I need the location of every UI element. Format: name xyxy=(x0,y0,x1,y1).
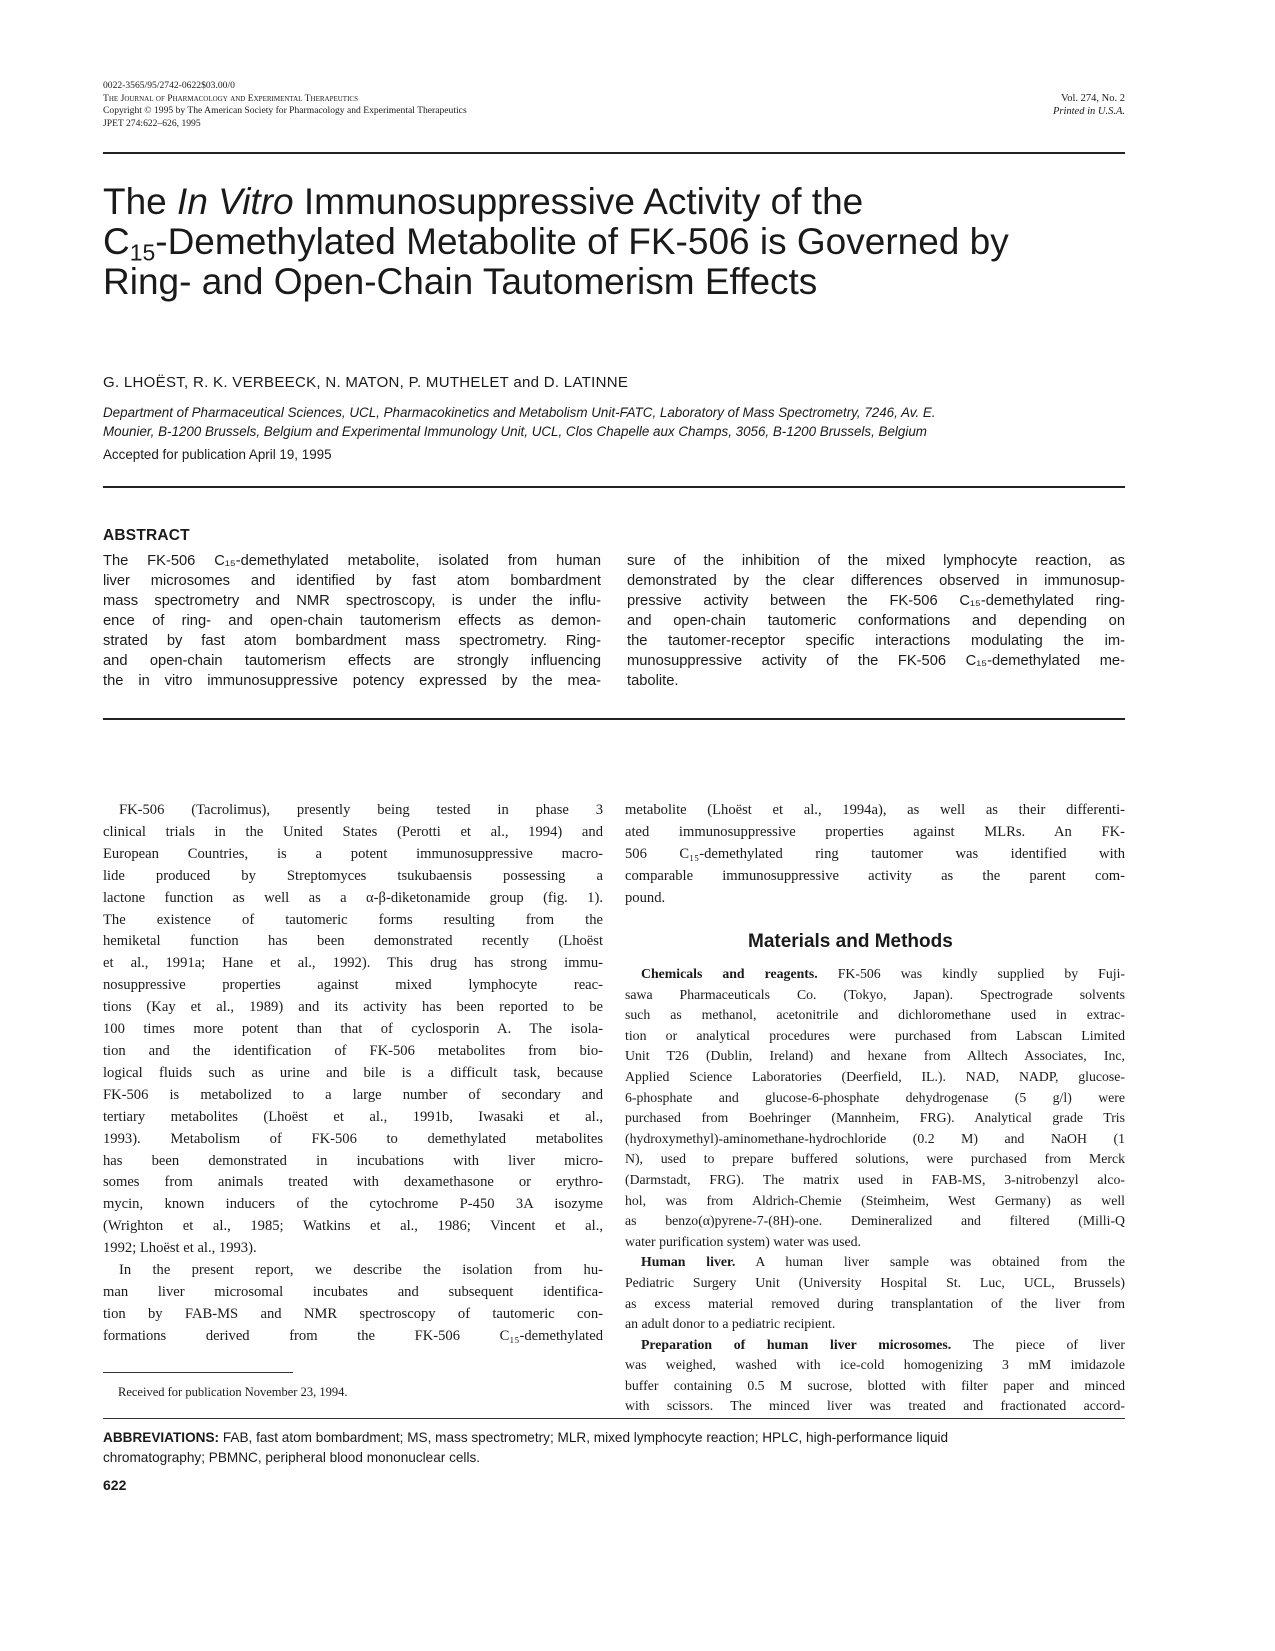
abstract-left-column xyxy=(103,551,601,691)
printed-in: Printed in U.S.A. xyxy=(1052,105,1125,117)
abbreviations-block xyxy=(103,1428,1125,1468)
body-line: FK-506 (Tacrolimus), presently being tested in phase 3 xyxy=(119,802,603,818)
body-line xyxy=(625,1252,1125,1273)
body-line xyxy=(625,964,1125,985)
body-line: The existence of tautomeric forms resulting from the xyxy=(103,911,603,928)
abbreviations-label: ABBREVIATIONS: xyxy=(103,1430,220,1445)
body-line: lactone function as well as a α-β-diketonamide group (fig. 1). xyxy=(103,889,603,906)
abstract-line: tabolite. xyxy=(627,673,679,689)
body-right-column-intro xyxy=(625,800,1125,910)
body-line: logical fluids such as urine and bile is a difficult task, because xyxy=(103,1064,603,1081)
body-line: mycin, known inducers of the cytochrome P-450 3A isozyme xyxy=(103,1196,603,1213)
body-line: with scissors. The minced liver was treated and fractionated accord- xyxy=(625,1398,1125,1414)
body-line: sawa Pharmaceuticals Co. (Tokyo, Japan). Spectrograde solvents xyxy=(625,986,1125,1002)
body-line: has been demonstrated in incubations with liver micro- xyxy=(103,1152,603,1169)
received-footnote: Received for publication November 23, 1994. xyxy=(118,1385,348,1399)
body-line: clinical trials in the United States (Perotti et al., 1994) and xyxy=(103,823,603,840)
body-line: hol, was from Aldrich-Chemie (Steimheim, West Germany) as well xyxy=(625,1192,1125,1208)
abstract-line: strated by fast atom bombardment mass spectrometry. Ring- xyxy=(103,633,601,649)
body-line: 1992; Lhoëst et al., 1993). xyxy=(103,1240,257,1257)
affiliation-line: Department of Pharmaceutical Sciences, UCL, Pharmacokinetics and Metabolism Unit-FATC, Laboratory of Mass Spectrometry, 7246, Av. E. xyxy=(103,405,936,420)
author-list: G. LHOËST, R. K. VERBEECK, N. MATON, P. MUTHELET and D. LATINNE xyxy=(103,374,629,391)
body-line: Pediatric Surgery Unit (University Hospital St. Luc, UCL, Brussels) xyxy=(625,1274,1125,1290)
volume-number: Vol. 274, No. 2 xyxy=(1061,93,1125,104)
abstract-line: and open-chain tautomeric conformations and depending on xyxy=(627,613,1125,629)
body-line: such as methanol, acetonitrile and dichloromethane used in extrac- xyxy=(625,1007,1125,1023)
title-subscript: 15 xyxy=(129,239,156,266)
body-line: (Darmstadt, FRG). The matrix used in FAB-MS, 3-nitrobenzyl alco- xyxy=(625,1171,1125,1187)
body-line: metabolite (Lhoëst et al., 1994a), as well as their differenti- xyxy=(625,802,1125,818)
body-line: as benzo(α)pyrene-7-(8H)-one. Demineralized and filtered (Milli-Q xyxy=(625,1213,1125,1229)
body-line: as excess material removed during transplantation of the liver from xyxy=(625,1295,1125,1311)
body-line: purchased from Boehringer (Mannheim, FRG). Analytical grade Tris xyxy=(625,1110,1125,1126)
abstract-line: and open-chain tautomerism effects are strongly influencing xyxy=(103,653,601,669)
abstract-line: munosuppressive activity of the FK-506 C₁₅-demethylated me- xyxy=(627,653,1125,669)
body-line: European Countries, is a potent immunosuppressive macro- xyxy=(103,845,603,862)
body-line: an adult donor to a pediatric recipient. xyxy=(625,1316,836,1332)
body-line: Unit T26 (Dublin, Ireland) and hexane from Alltech Associates, Inc, xyxy=(625,1048,1125,1064)
abstract-line: the in vitro immunosuppressive potency expressed by the mea- xyxy=(103,673,601,689)
title-part: C xyxy=(103,221,130,262)
abbreviations-text: FAB, fast atom bombardment; MS, mass spectrometry; MLR, mixed lymphocyte reaction; HPLC, high-performance liquid xyxy=(219,1430,949,1445)
abstract-line: The FK-506 C₁₅-demethylated metabolite, isolated from human xyxy=(103,553,601,569)
body-line: 1993). Metabolism of FK-506 to demethylated metabolites xyxy=(103,1130,603,1147)
body-line: pound. xyxy=(625,889,666,906)
materials-methods-heading: Materials and Methods xyxy=(748,931,953,952)
journal-header xyxy=(103,80,467,130)
abbreviations-divider xyxy=(103,1418,1125,1419)
body-line: 100 times more potent than that of cyclosporin A. The isola- xyxy=(103,1021,603,1038)
body-line: (Wrighton et al., 1985; Watkins et al., 1986; Vincent et al., xyxy=(103,1218,603,1235)
title-part: -Demethylated Metabolite of FK-506 is Governed by xyxy=(155,221,1009,262)
body-line: formations derived from the FK-506 C₁₅-demethylated xyxy=(103,1327,603,1344)
abstract-line: demonstrated by the clear differences observed in immunosup- xyxy=(627,573,1125,589)
title-italic: In Vitro xyxy=(177,181,294,222)
body-line: tertiary metabolites (Lhoëst et al., 1991b, Iwasaki et al., xyxy=(103,1108,603,1125)
citation-line: JPET 274:622–626, 1995 xyxy=(103,117,201,129)
title-part: Immunosuppressive Activity of the xyxy=(293,181,864,222)
body-line: ated immunosuppressive properties against MLRs. An FK- xyxy=(625,823,1125,840)
title-line: Ring- and Open-Chain Tautomerism Effects xyxy=(103,261,818,302)
page-number: 622 xyxy=(103,1477,127,1493)
body-text: The piece of liver xyxy=(951,1336,1125,1352)
body-line: Applied Science Laboratories (Deerfield, IL.). NAD, NADP, glucose- xyxy=(625,1068,1125,1084)
body-line: In the present report, we describe the isolation from hu- xyxy=(119,1262,603,1279)
body-line xyxy=(625,1335,1125,1356)
body-line: N), used to prepare buffered solutions, were purchased from Merck xyxy=(625,1151,1125,1167)
doi-code: 0022-3565/95/2742-0622$03.00/0 xyxy=(103,80,235,91)
subsection-heading: Preparation of human liver microsomes. xyxy=(641,1336,952,1352)
subsection-heading: Human liver. xyxy=(641,1254,736,1270)
abstract-line: pressive activity between the FK-506 C₁₅-demethylated ring- xyxy=(627,593,1125,609)
body-line: hemiketal function has been demonstrated recently (Lhoëst xyxy=(103,933,603,950)
body-line: was weighed, washed with ice-cold homogenizing 3 mM imidazole xyxy=(625,1357,1125,1373)
abstract-line: mass spectrometry and NMR spectroscopy, is under the influ- xyxy=(103,593,601,609)
materials-methods-body xyxy=(625,964,1125,1417)
body-line: et al., 1991a; Hane et al., 1992). This drug has strong immu- xyxy=(103,955,603,972)
abstract-heading: ABSTRACT xyxy=(103,527,190,544)
copyright-line: Copyright © 1995 by The American Society for Pharmacology and Experimental Therapeutics xyxy=(103,105,467,117)
body-line: buffer containing 0.5 M sucrose, blotted with filter paper and minced xyxy=(625,1377,1125,1393)
body-line: man liver microsomal incubates and subsequent identifica- xyxy=(103,1283,603,1300)
title-part: The xyxy=(103,181,178,222)
abstract-right-column xyxy=(627,551,1125,691)
body-left-column xyxy=(103,800,603,1348)
abstract-bottom-divider xyxy=(103,718,1125,720)
abbreviations-line xyxy=(103,1428,1125,1448)
body-line: somes from animals treated with dexamethasone or erythro- xyxy=(103,1174,603,1191)
accepted-date: Accepted for publication April 19, 1995 xyxy=(103,447,332,462)
body-line: 6-phosphate and glucose-6-phosphate dehydrogenase (5 g/l) were xyxy=(625,1089,1125,1105)
body-line: tion and the identification of FK-506 metabolites from bio- xyxy=(103,1042,603,1059)
footnote-divider xyxy=(103,1372,293,1373)
header-divider xyxy=(103,152,1125,154)
abstract-line: liver microsomes and identified by fast atom bombardment xyxy=(103,573,601,589)
affiliation xyxy=(103,403,1133,441)
article-title xyxy=(103,182,1133,302)
body-line: lide produced by Streptomyces tsukubaensis possessing a xyxy=(103,867,603,884)
subsection-heading: Chemicals and reagents. xyxy=(641,966,818,981)
body-line: tion by FAB-MS and NMR spectroscopy of tautomeric con- xyxy=(103,1305,603,1322)
body-line: FK-506 is metabolized to a large number of secondary and xyxy=(103,1086,603,1103)
body-line: nosuppressive properties against mixed lymphocyte reac- xyxy=(103,977,603,994)
abstract-top-divider xyxy=(103,486,1125,488)
abstract-line: ence of ring- and open-chain tautomerism effects as demon- xyxy=(103,613,601,629)
affiliation-line: Mounier, B-1200 Brussels, Belgium and Experimental Immunology Unit, UCL, Clos Chapelle aux Champs, 3056, B-1200 Brussels, Belgium xyxy=(103,424,927,439)
abstract-line: sure of the inhibition of the mixed lymphocyte reaction, as xyxy=(627,553,1125,569)
volume-info xyxy=(1053,93,1125,118)
abstract-line: the tautomer-receptor specific interactions modulating the im- xyxy=(627,633,1125,649)
body-line: tion or analytical procedures were purchased from Labscan Limited xyxy=(625,1027,1125,1043)
body-line: tions (Kay et al., 1989) and its activity has been reported to be xyxy=(103,999,603,1016)
body-line: water purification system) water was used. xyxy=(625,1233,862,1249)
journal-name: The Journal of Pharmacology and Experimental Therapeutics xyxy=(103,92,358,104)
body-text: FK-506 was kindly supplied by Fuji- xyxy=(817,966,1125,981)
body-text: A human liver sample was obtained from the xyxy=(735,1254,1125,1270)
abbreviations-line: chromatography; PBMNC, peripheral blood mononuclear cells. xyxy=(103,1450,481,1465)
body-line: 506 C₁₅-demethylated ring tautomer was identified with xyxy=(625,845,1125,862)
body-line: comparable immunosuppressive activity as the parent com- xyxy=(625,867,1125,884)
body-line: (hydroxymethyl)-aminomethane-hydrochloride (0.2 M) and NaOH (1 xyxy=(625,1130,1125,1146)
